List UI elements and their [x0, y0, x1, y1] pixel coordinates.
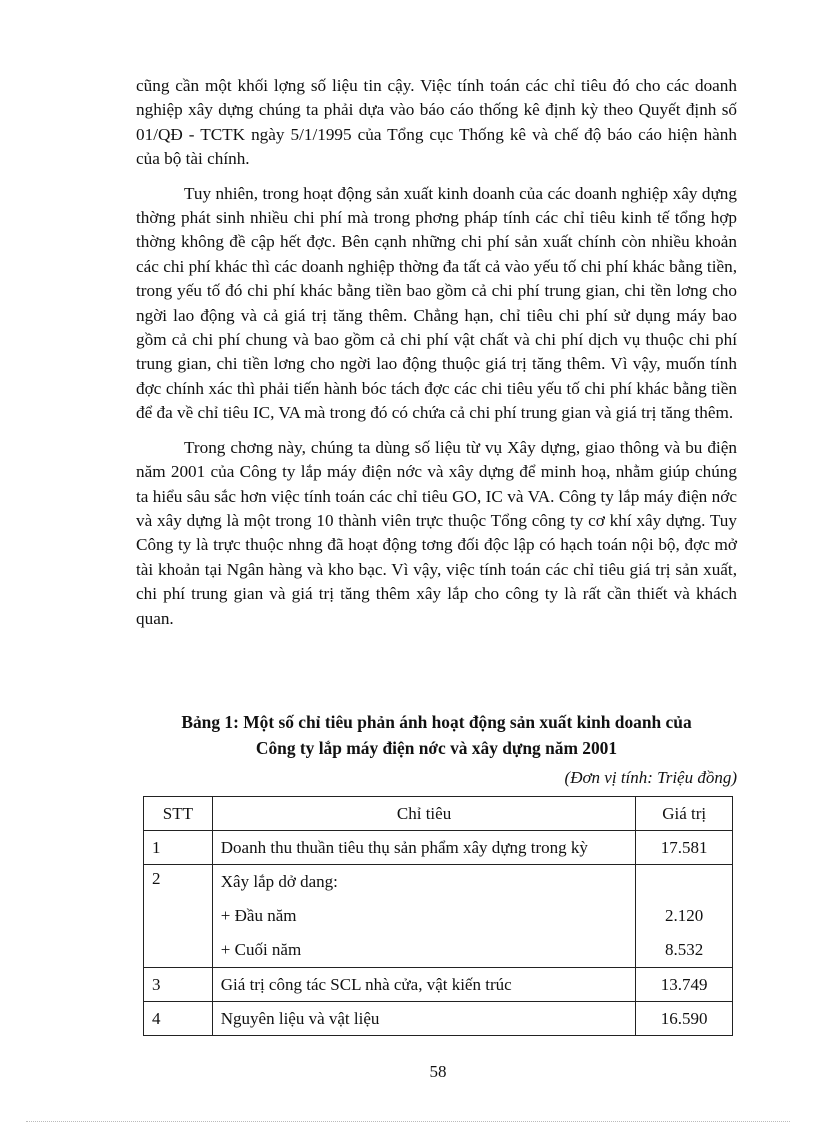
header-value: Giá trị	[636, 797, 733, 831]
row-value: 13.749	[636, 968, 733, 1002]
table-header-row	[144, 797, 733, 831]
row-stt: 2	[144, 865, 213, 968]
bottom-divider	[26, 1121, 790, 1122]
sub-value: 2.120	[665, 906, 704, 925]
sub-value: 8.532	[665, 940, 704, 959]
table-row	[144, 831, 733, 865]
sub-indicator: + Đầu năm	[220, 906, 297, 925]
table-row	[144, 865, 733, 968]
paragraph-2: Tuy nhiên, trong hoạt động sản xuất kinh doanh của các doanh nghiệp xây dựng thờng phát sinh nhiều chi phí mà trong phơng pháp tính các chỉ tiêu kinh tế tổng hợp thờng không đề cập hết đợc. Bên cạnh những chi phí sản xuất chính còn nhiều khoản các chi phí khác thì các doanh nghiệp thờng đa tất cả vào yếu tố chi phí khác bằng tiền, trong yếu tố đó chi phí khác bằng tiền bao gồm cả chi phí trung gian, chi tền lơng cho ngời lao động và cả giá trị tăng thêm. Chẳng hạn, chỉ tiêu chi phí sử dụng máy bao gồm cả chi phí chung và bao gồm cả chi phí vật chất và chi phí dịch vụ thuộc chi phí trung gian, chi tiền lơng cho ngời lao động thuộc giá trị tăng thêm. Vì vậy, muốn tính đợc chính xác thì phải tiến hành bóc tách đợc các chi tiêu yếu tố chi phí khác bằng tiền để đa về chỉ tiêu IC, VA mà trong đó có chứa cả chi phí trung gian và giá trị tăng thêm.	[136, 183, 737, 423]
row-indicator: Giá trị công tác SCL nhà cửa, vật kiến trúc	[212, 968, 636, 1002]
row-value: 17.581	[636, 831, 733, 865]
row-stt: 4	[144, 1002, 213, 1036]
page-number: 58	[429, 1062, 447, 1081]
unit-note: (Đơn vị tính: Triệu đồng)	[564, 768, 737, 787]
table-row	[144, 1002, 733, 1036]
row-indicator-group	[212, 865, 636, 968]
paragraph-3: Trong chơng này, chúng ta dùng số liệu từ vụ Xây dựng, giao thông và bu điện năm 2001 của Công ty lắp máy điện nớc và xây dựng để minh hoạ, nhằm giúp chúng ta hiểu sâu sắc hơn việc tính toán các chỉ tiêu GO, IC và VA. Công ty lắp máy điện nớc và xây dựng là một trong 10 thành viên trực thuộc Tổng công ty cơ khí xây dựng. Tuy Công ty là trực thuộc nhng đã hoạt động tơng đối độc lập có hạch toán nội bộ, đợc mở tài khoản tại Ngân hàng và kho bạc. Vì vậy, việc tính toán các chỉ tiêu giá trị sản xuất, chi phí trung gian và giá trị tăng thêm xây lắp cho công ty là rất cần thiết và khách quan.	[136, 437, 737, 628]
table-title-line-1: Bảng 1: Một số chỉ tiêu phản ánh hoạt động sản xuất kinh doanh của	[181, 712, 692, 732]
header-indicator: Chỉ tiêu	[212, 797, 636, 831]
row-value-group	[636, 865, 733, 968]
row-value: 16.590	[636, 1002, 733, 1036]
row-indicator: Nguyên liệu và vật liệu	[212, 1002, 636, 1036]
body-text	[136, 74, 737, 641]
row-indicator: Doanh thu thuần tiêu thụ sản phẩm xây dựng trong kỳ	[212, 831, 636, 865]
header-stt: STT	[144, 797, 213, 831]
indicator-table	[143, 796, 733, 1036]
table-row	[144, 968, 733, 1002]
row-value	[644, 865, 724, 899]
row-stt: 3	[144, 968, 213, 1002]
sub-indicator: + Cuối năm	[220, 940, 302, 959]
row-indicator: Xây lắp dở dang:	[220, 872, 338, 891]
table-title-line-2: Công ty lắp máy điện nớc và xây dựng năm 2001	[255, 738, 618, 758]
row-stt: 1	[144, 831, 213, 865]
paragraph-1: cũng cần một khối lợng số liệu tin cậy. Việc tính toán các chỉ tiêu đó cho các doanh nghiệp xây dựng chúng ta phải dựa vào báo cáo thống kê định kỳ theo Quyết định số 01/QĐ - TCTK ngày 5/1/1995 của Tổng cục Thống kê và chế độ báo cáo hiện hành của bộ tài chính.	[136, 76, 737, 169]
table-title	[136, 709, 737, 761]
